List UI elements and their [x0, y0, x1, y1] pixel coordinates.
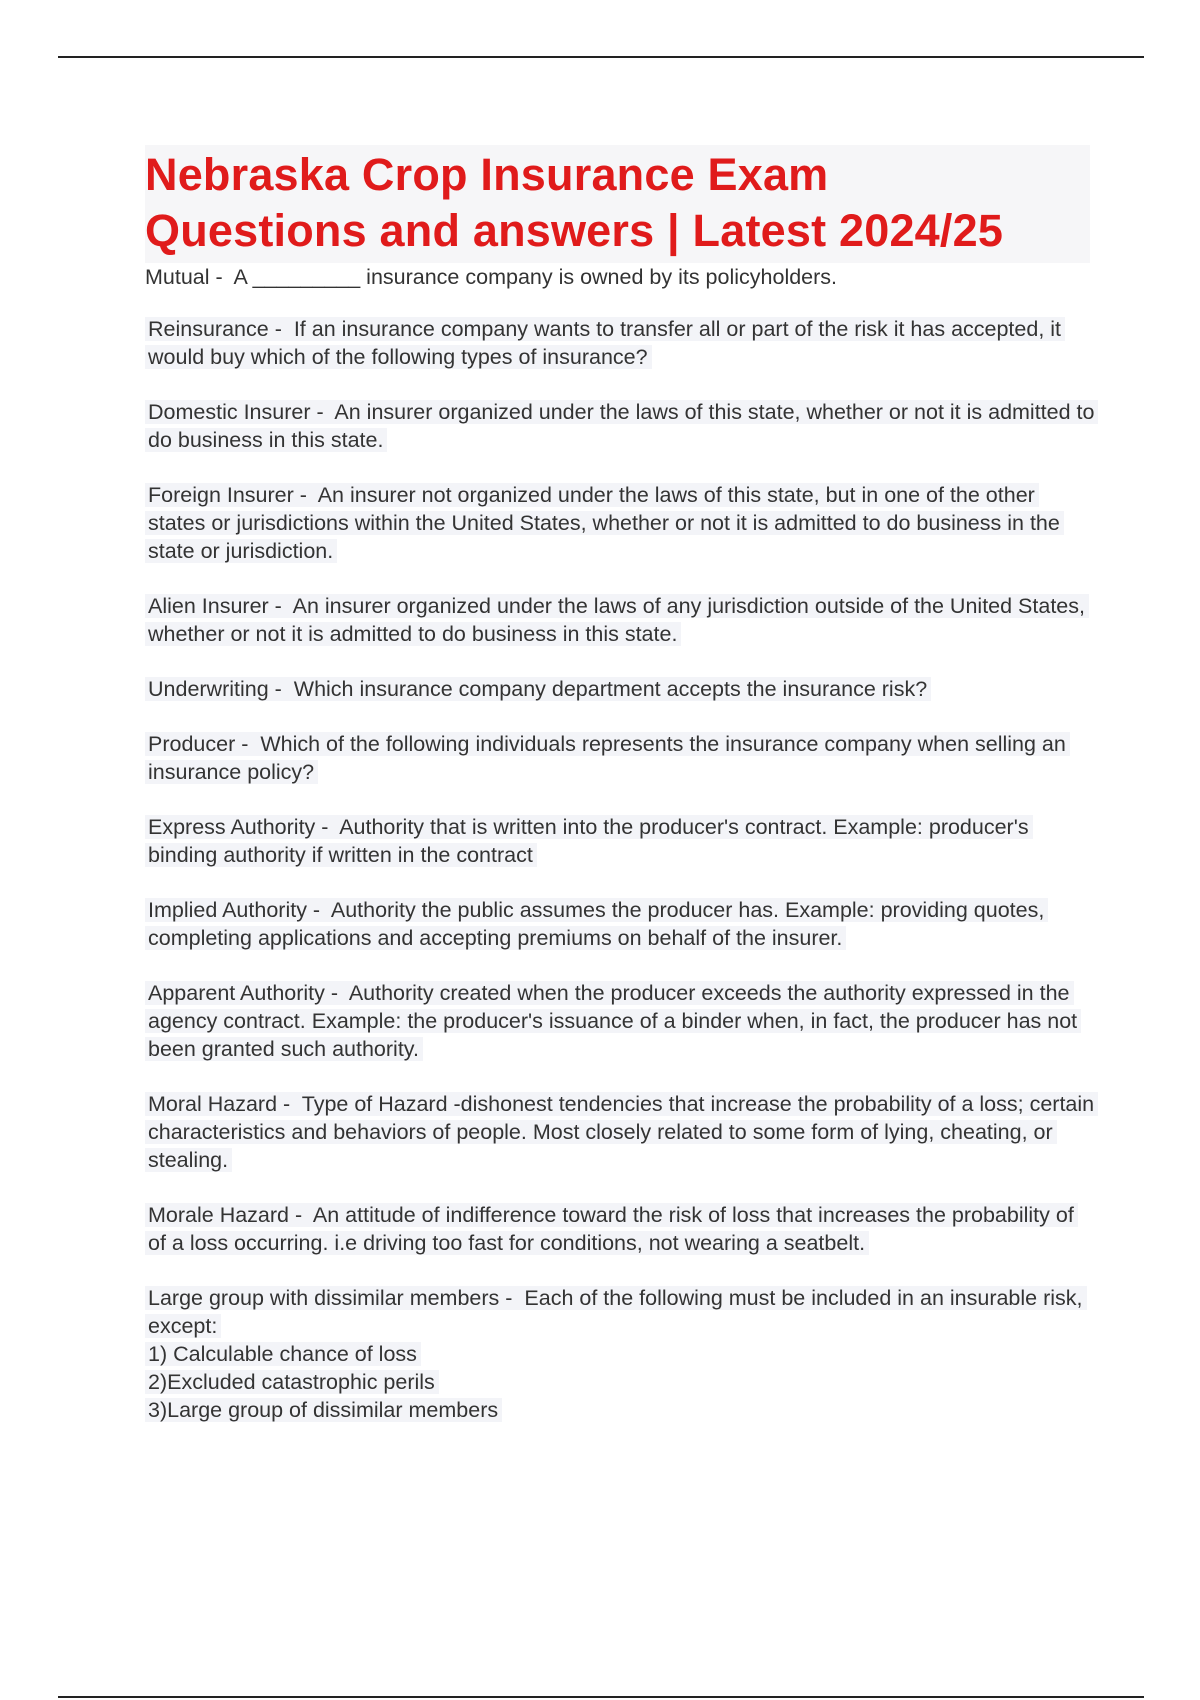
qa-separator: -	[499, 1286, 525, 1310]
qa-definition: An insurer not organized under the laws of this state, but in one of the other states or jurisdictions within the United States, whether or not it is admitted to do business in the state or jurisdiction.	[148, 483, 1060, 563]
qa-separator: -	[306, 898, 331, 922]
qa-separator: -	[315, 815, 340, 839]
qa-term: Large group with dissimilar members	[148, 1286, 500, 1310]
document-body	[145, 145, 1095, 1424]
qa-item	[145, 1201, 1095, 1257]
qa-term: Underwriting	[148, 677, 269, 701]
qa-item	[145, 481, 1095, 565]
qa-term: Reinsurance	[148, 317, 269, 341]
qa-definition: Which of the following individuals represents the insurance company when selling an insurance policy?	[148, 732, 1066, 784]
qa-option: 3)Large group of dissimilar members	[145, 1398, 502, 1422]
qa-item	[145, 979, 1095, 1063]
qa-term: Mutual	[145, 265, 210, 289]
qa-definition: An insurer organized under the laws of this state, whether or not it is admitted to do business in this state.	[148, 400, 1095, 452]
qa-separator: -	[235, 732, 261, 756]
qa-item	[145, 813, 1095, 869]
qa-item	[145, 1090, 1095, 1174]
qa-definition: Each of the following must be included in an insurable risk, except:	[148, 1286, 1083, 1338]
qa-option: 2)Excluded catastrophic perils	[145, 1370, 439, 1394]
footer-rule	[58, 1696, 1144, 1698]
qa-definition: Authority created when the producer exceeds the authority expressed in the agency contract. Example: the producer's issuance of a binder when, in fact, the producer has not been granted such authority.	[148, 981, 1078, 1061]
title-line-2: Questions and answers | Latest 2024/25	[145, 205, 1004, 256]
qa-separator: -	[293, 483, 318, 507]
qa-separator: -	[277, 1092, 302, 1116]
qa-term: Domestic Insurer	[148, 400, 311, 424]
qa-term: Producer	[148, 732, 236, 756]
qa-term: Express Authority	[148, 815, 316, 839]
document-title	[145, 145, 1090, 263]
qa-item	[145, 675, 1095, 703]
qa-item	[145, 263, 1095, 291]
qa-separator: -	[289, 1203, 313, 1227]
qa-list	[145, 263, 1095, 1424]
qa-item	[145, 1284, 1095, 1424]
qa-definition: Authority the public assumes the producer has. Example: providing quotes, completing applications and accepting premiums on behalf of the insurer.	[148, 898, 1045, 950]
qa-definition: An attitude of indifference toward the risk of loss that increases the probability of of a loss occurring. i.e driving too fast for conditions, not wearing a seatbelt.	[148, 1203, 1074, 1255]
qa-separator: -	[268, 317, 294, 341]
qa-item	[145, 730, 1095, 786]
qa-term: Apparent Authority	[148, 981, 325, 1005]
qa-item	[145, 398, 1095, 454]
header-rule	[58, 56, 1144, 58]
qa-term: Morale Hazard	[148, 1203, 289, 1227]
qa-definition: If an insurance company wants to transfer all or part of the risk it has accepted, it would buy which of the following types of insurance?	[148, 317, 1062, 369]
qa-term: Alien Insurer	[148, 594, 269, 618]
qa-definition: A _________ insurance company is owned by its policyholders.	[233, 265, 838, 289]
qa-definition: Authority that is written into the producer's contract. Example: producer's binding authority if written in the contract	[148, 815, 1029, 867]
qa-separator: -	[310, 400, 335, 424]
qa-definition: Type of Hazard -dishonest tendencies that increase the probability of a loss; certain characteristics and behaviors of people. Most closely related to some form of lying, cheating, or stealing.	[148, 1092, 1095, 1172]
title-line-1: Nebraska Crop Insurance Exam	[145, 149, 829, 200]
qa-separator: -	[268, 594, 293, 618]
qa-option: 1) Calculable chance of loss	[145, 1342, 421, 1366]
qa-term: Implied Authority	[148, 898, 307, 922]
qa-separator: -	[209, 265, 234, 289]
qa-item	[145, 896, 1095, 952]
qa-separator: -	[324, 981, 349, 1005]
qa-definition: Which insurance company department accepts the insurance risk?	[293, 677, 928, 701]
qa-item	[145, 592, 1095, 648]
qa-separator: -	[268, 677, 294, 701]
qa-term: Foreign Insurer	[148, 483, 294, 507]
qa-item	[145, 315, 1095, 371]
qa-definition: An insurer organized under the laws of any jurisdiction outside of the United States, whether or not it is admitted to do business in this state.	[148, 594, 1085, 646]
qa-term: Moral Hazard	[148, 1092, 278, 1116]
